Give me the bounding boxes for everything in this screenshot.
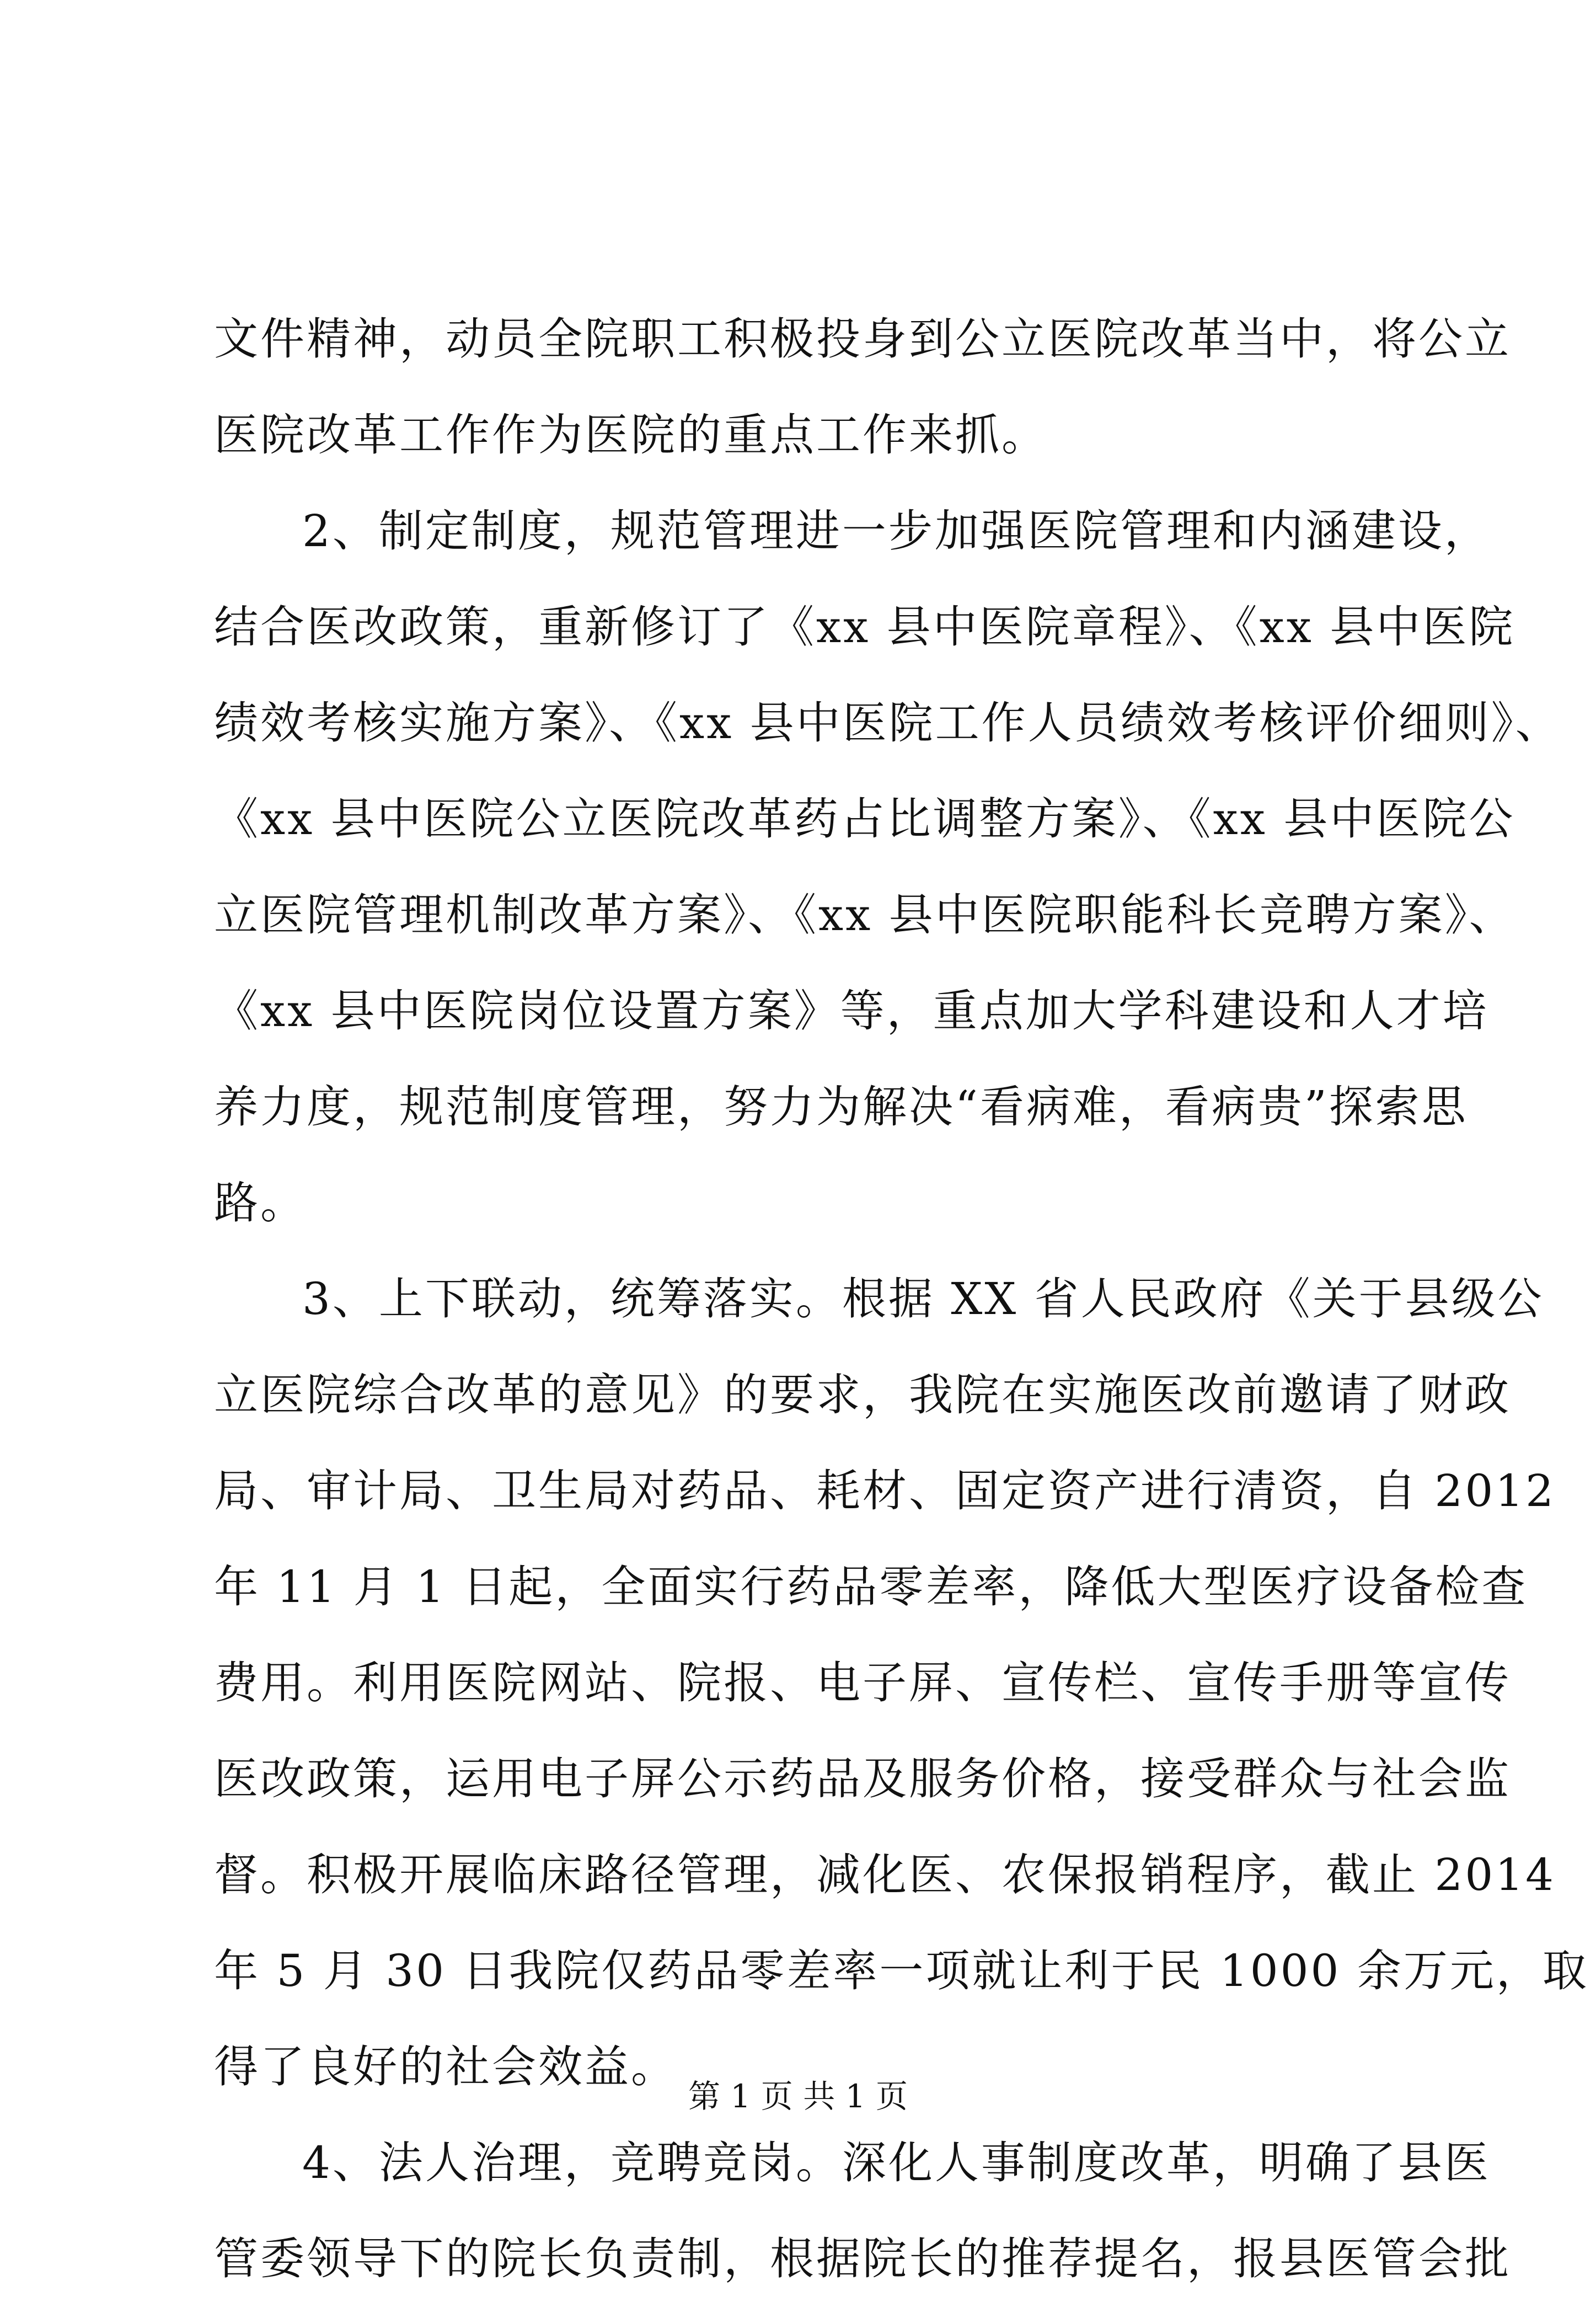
text-line: 立医院管理机制改革方案》、《xx 县中医院职能科长竞聘方案》、 <box>214 889 1515 941</box>
text-line: 医院改革工作作为医院的重点工作来抓。 <box>214 409 1048 461</box>
text-line: 养力度，规范制度管理，努力为解决“看病难，看病贵”探索思 <box>214 1081 1468 1133</box>
text-line: 费用。利用医院网站、院报、电子屏、宣传栏、宣传手册等宣传 <box>214 1657 1511 1708</box>
page-footer: 第 1 页 共 1 页 <box>688 2078 908 2115</box>
text-line: 绩效考核实施方案》、《xx 县中医院工作人员绩效考核评价细则》、 <box>214 697 1562 749</box>
paragraph-2-start: 2、制定制度，规范管理进一步加强医院管理和内涵建设， <box>302 505 1491 557</box>
text-line: 结合医改政策，重新修订了《xx 县中医院章程》、《xx 县中医院 <box>214 601 1515 653</box>
text-line: 得了良好的社会效益。 <box>214 2041 677 2092</box>
paragraph-4-start: 4、法人治理，竞聘竞岗。深化人事制度改革，明确了县医 <box>302 2137 1491 2188</box>
text-line: 年 5 月 30 日我院仅药品零差率一项就让利于民 1000 余万元，取 <box>214 1945 1589 1996</box>
text-line: 《xx 县中医院岗位设置方案》等，重点加大学科建设和人才培 <box>214 985 1489 1037</box>
document-body <box>214 291 1589 2307</box>
text-line: 管委领导下的院长负责制，根据院长的推荐提名，报县医管会批 <box>214 2233 1511 2284</box>
text-line: 路。 <box>214 1177 307 1229</box>
text-line: 文件精神，动员全院职工积极投身到公立医院改革当中，将公立 <box>214 313 1511 365</box>
text-line: 局、审计局、卫生局对药品、耗材、固定资产进行清资，自 2012 <box>214 1465 1556 1516</box>
text-line: 立医院综合改革的意见》的要求，我院在实施医改前邀请了财政 <box>214 1369 1511 1420</box>
text-line: 督。积极开展临床路径管理，减化医、农保报销程序，截止 2014 <box>214 1849 1556 1900</box>
text-line: 医改政策，运用电子屏公示药品及服务价格，接受群众与社会监 <box>214 1753 1511 1804</box>
text-line: 《xx 县中医院公立医院改革药占比调整方案》、《xx 县中医院公 <box>214 793 1515 845</box>
text-line: 年 11 月 1 日起，全面实行药品零差率，降低大型医疗设备检查 <box>214 1561 1528 1612</box>
paragraph-3-start: 3、上下联动，统筹落实。根据 XX 省人民政府《关于县级公 <box>302 1273 1544 1325</box>
